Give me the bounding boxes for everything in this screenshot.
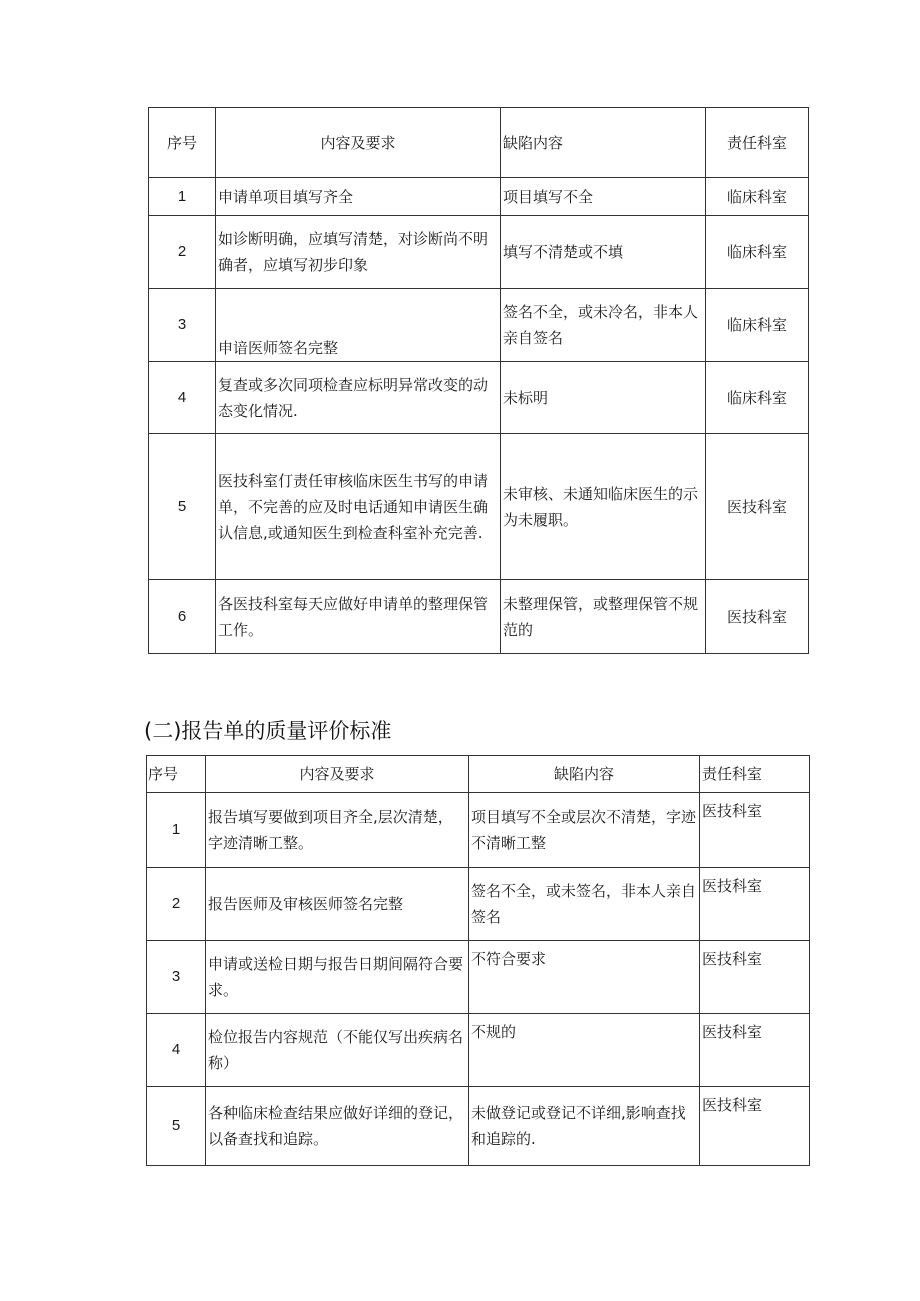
row-defect: 项目填写不全: [501, 178, 706, 216]
row-dept: 临床科室: [706, 362, 809, 434]
row-no: 4: [149, 362, 216, 434]
table-row: [147, 793, 810, 868]
row-defect: 未标明: [501, 362, 706, 434]
row-no: 3: [149, 289, 216, 362]
row-dept: 医技科室: [700, 793, 810, 868]
row-content: 各医技科室每天应做好申请单的整理保管工作。: [216, 580, 501, 654]
row-content: 申请或送检日期与报告日期间隔符合要求。: [206, 941, 469, 1014]
row-no: 5: [147, 1087, 206, 1166]
row-defect: 签名不全，或未签名，非本人亲自签名: [469, 868, 700, 941]
row-defect: 签名不全，或未冷名，非本人亲自签名: [501, 289, 706, 362]
header-content: 内容及要求: [216, 108, 501, 178]
row-dept: 医技科室: [706, 434, 809, 580]
row-content: 申请单项目填写齐全: [216, 178, 501, 216]
table-row: [147, 1014, 810, 1087]
row-dept: 临床科室: [706, 289, 809, 362]
header-content: 内容及要求: [206, 756, 469, 793]
row-defect: 未审核、未通知临床医生的示为未履职。: [501, 434, 706, 580]
row-no: 4: [147, 1014, 206, 1087]
row-defect: 填写不清楚或不填: [501, 216, 706, 289]
row-content: 各种临床检查结果应做好详细的登记，以备查找和追踪。: [206, 1087, 469, 1166]
table-row: [149, 178, 809, 216]
row-defect: 未做登记或登记不详细,影响查找和追踪的.: [469, 1087, 700, 1166]
row-content: 申谙医师签名完整: [216, 289, 501, 362]
row-content: 检位报告内容规范（不能仅写出疾病名称）: [206, 1014, 469, 1087]
row-no: 1: [147, 793, 206, 868]
row-content: 复查或多次同项检查应标明异常改变的动态变化情况.: [216, 362, 501, 434]
header-no: 序号: [147, 756, 206, 793]
table-row: [149, 216, 809, 289]
header-no: 序号: [149, 108, 216, 178]
row-no: 2: [147, 868, 206, 941]
row-no: 2: [149, 216, 216, 289]
table-header-row: [147, 756, 810, 793]
row-content: 报告医师及审核医师签名完整: [206, 868, 469, 941]
row-no: 1: [149, 178, 216, 216]
row-content: 如诊断明确，应填写清楚，对诊断尚不明确者，应填写初步印象: [216, 216, 501, 289]
table-row: [147, 941, 810, 1014]
table-row: [147, 1087, 810, 1166]
row-content: 报告填写要做到项目齐全,层次清楚，字迹清晰工整。: [206, 793, 469, 868]
row-no: 6: [149, 580, 216, 654]
table-row: [149, 580, 809, 654]
row-defect: 项目填写不全或层次不清楚，字迹不清晰工整: [469, 793, 700, 868]
table-row: [149, 289, 809, 362]
table-row: [149, 434, 809, 580]
table-header-row: [149, 108, 809, 178]
row-defect: 不规的: [469, 1014, 700, 1087]
row-dept: 医技科室: [700, 868, 810, 941]
table-row: [149, 362, 809, 434]
row-defect: 不符合要求: [469, 941, 700, 1014]
row-content: 医技科室仃责任审核临床医生书写的申请单，不完善的应及时电话通知申请医生确认信息,或通知医生到检查科室补充完善.: [216, 434, 501, 580]
row-dept: 临床科室: [706, 178, 809, 216]
report-quality-table: [146, 755, 810, 1166]
row-dept: 临床科室: [706, 216, 809, 289]
header-dept: 责任科室: [700, 756, 810, 793]
row-dept: 医技科室: [700, 1087, 810, 1166]
row-dept: 医技科室: [700, 1014, 810, 1087]
row-no: 5: [149, 434, 216, 580]
header-dept: 责任科室: [706, 108, 809, 178]
section-heading: (二)报告单的质量评价标准: [144, 719, 392, 743]
requisition-quality-table: [148, 107, 809, 654]
table-row: [147, 868, 810, 941]
row-no: 3: [147, 941, 206, 1014]
row-dept: 医技科室: [706, 580, 809, 654]
row-defect: 未整理保管，或整理保管不规范的: [501, 580, 706, 654]
header-defect: 缺陷内容: [469, 756, 700, 793]
header-defect: 缺陷内容: [501, 108, 706, 178]
row-dept: 医技科室: [700, 941, 810, 1014]
